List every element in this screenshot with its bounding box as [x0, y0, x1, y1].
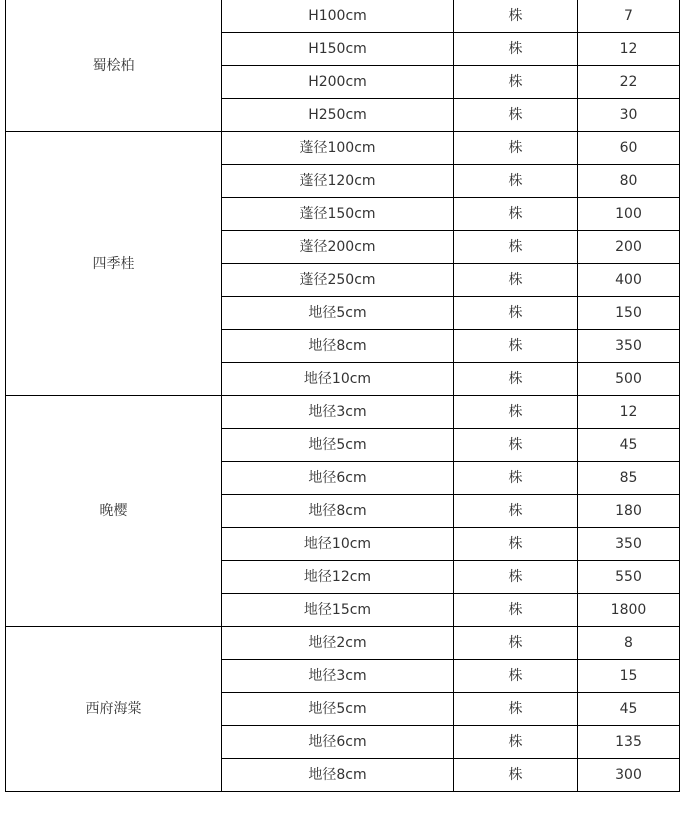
- plant-name-cell: 四季桂: [6, 132, 222, 396]
- spec-cell: 地径2cm: [222, 627, 454, 660]
- table-row: [6, 627, 680, 660]
- spec-cell: H200cm: [222, 66, 454, 99]
- unit-cell: 株: [454, 66, 578, 99]
- spec-cell: H150cm: [222, 33, 454, 66]
- price-cell: 180: [578, 495, 680, 528]
- spec-cell: H100cm: [222, 0, 454, 33]
- spec-cell: 地径3cm: [222, 660, 454, 693]
- spec-cell: 蓬径120cm: [222, 165, 454, 198]
- price-cell: 550: [578, 561, 680, 594]
- spec-cell: 蓬径200cm: [222, 231, 454, 264]
- unit-cell: 株: [454, 693, 578, 726]
- price-cell: 200: [578, 231, 680, 264]
- unit-cell: 株: [454, 627, 578, 660]
- price-cell: 60: [578, 132, 680, 165]
- unit-cell: 株: [454, 132, 578, 165]
- unit-cell: 株: [454, 330, 578, 363]
- spec-cell: 地径5cm: [222, 297, 454, 330]
- spec-cell: 地径8cm: [222, 759, 454, 792]
- price-cell: 45: [578, 429, 680, 462]
- unit-cell: 株: [454, 99, 578, 132]
- table-row: [6, 0, 680, 33]
- unit-cell: 株: [454, 165, 578, 198]
- price-cell: 135: [578, 726, 680, 759]
- unit-cell: 株: [454, 594, 578, 627]
- spec-cell: H250cm: [222, 99, 454, 132]
- price-cell: 80: [578, 165, 680, 198]
- price-cell: 150: [578, 297, 680, 330]
- unit-cell: 株: [454, 429, 578, 462]
- price-cell: 350: [578, 330, 680, 363]
- price-cell: 350: [578, 528, 680, 561]
- unit-cell: 株: [454, 726, 578, 759]
- unit-cell: 株: [454, 264, 578, 297]
- price-cell: 22: [578, 66, 680, 99]
- unit-cell: 株: [454, 660, 578, 693]
- spec-cell: 地径6cm: [222, 462, 454, 495]
- price-cell: 15: [578, 660, 680, 693]
- plant-name-cell: 晚樱: [6, 396, 222, 627]
- spec-cell: 地径8cm: [222, 330, 454, 363]
- spec-cell: 地径15cm: [222, 594, 454, 627]
- price-cell: 100: [578, 198, 680, 231]
- price-table: [5, 0, 680, 792]
- price-cell: 7: [578, 0, 680, 33]
- table-row: [6, 132, 680, 165]
- spec-cell: 蓬径150cm: [222, 198, 454, 231]
- spec-cell: 地径5cm: [222, 429, 454, 462]
- spec-cell: 地径6cm: [222, 726, 454, 759]
- unit-cell: 株: [454, 396, 578, 429]
- spec-cell: 地径5cm: [222, 693, 454, 726]
- unit-cell: 株: [454, 297, 578, 330]
- spec-cell: 蓬径100cm: [222, 132, 454, 165]
- price-cell: 12: [578, 33, 680, 66]
- table-row: [6, 396, 680, 429]
- price-cell: 85: [578, 462, 680, 495]
- price-cell: 300: [578, 759, 680, 792]
- price-table-body: [6, 0, 680, 792]
- price-cell: 12: [578, 396, 680, 429]
- unit-cell: 株: [454, 33, 578, 66]
- spec-cell: 地径8cm: [222, 495, 454, 528]
- price-cell: 500: [578, 363, 680, 396]
- price-cell: 1800: [578, 594, 680, 627]
- price-cell: 8: [578, 627, 680, 660]
- spec-cell: 地径12cm: [222, 561, 454, 594]
- price-cell: 400: [578, 264, 680, 297]
- unit-cell: 株: [454, 495, 578, 528]
- unit-cell: 株: [454, 231, 578, 264]
- unit-cell: 株: [454, 198, 578, 231]
- price-cell: 45: [578, 693, 680, 726]
- unit-cell: 株: [454, 759, 578, 792]
- unit-cell: 株: [454, 363, 578, 396]
- plant-name-cell: 蜀桧柏: [6, 0, 222, 132]
- unit-cell: 株: [454, 462, 578, 495]
- plant-name-cell: 西府海棠: [6, 627, 222, 792]
- unit-cell: 株: [454, 528, 578, 561]
- spec-cell: 蓬径250cm: [222, 264, 454, 297]
- spec-cell: 地径10cm: [222, 363, 454, 396]
- price-cell: 30: [578, 99, 680, 132]
- spec-cell: 地径3cm: [222, 396, 454, 429]
- unit-cell: 株: [454, 0, 578, 33]
- unit-cell: 株: [454, 561, 578, 594]
- spec-cell: 地径10cm: [222, 528, 454, 561]
